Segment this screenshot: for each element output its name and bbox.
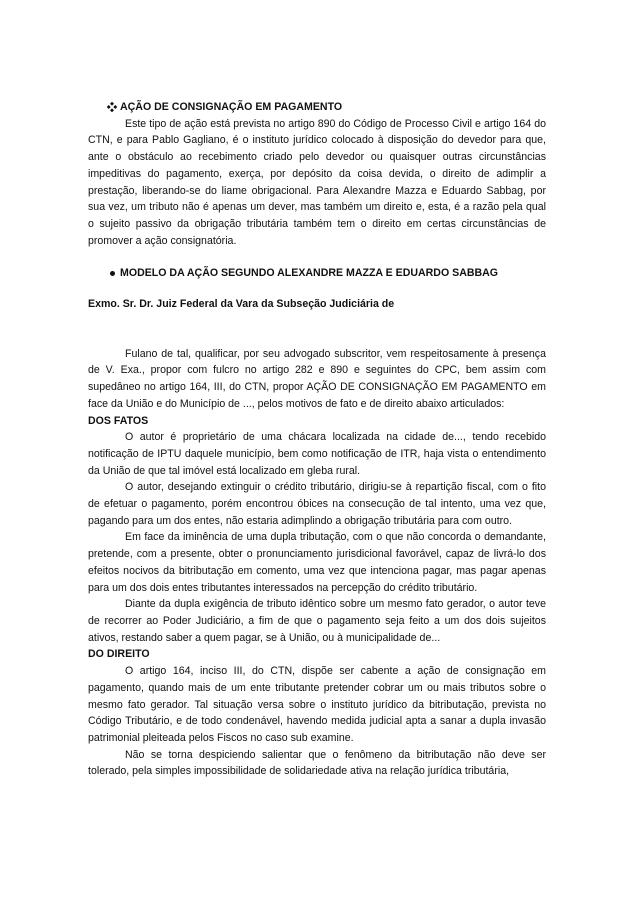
law-heading: DO DIREITO — [88, 648, 150, 661]
section-heading-consignacao — [88, 99, 546, 116]
intro-paragraph: Fulano de tal, qualificar, por seu advogado subscritor, vem respeitosamente à presença de V. Exa., propor com fulcro no artigo 282 e 890 e seguintes do CPC, bem assim com supedâneo no artigo 164, III, do CTN, propor AÇÃO DE CONSIGNAÇÃO EM PAGAMENTO em face da União e do Município de ..., pelos motivos de fato e de direito abaixo articulados: — [88, 347, 546, 410]
round-bullet-icon — [110, 271, 115, 276]
facts-paragraph: Diante da dupla exigência de tributo idêntico sobre um mesmo fato gerador, o autor teve de recorrer ao Poder Judiciário, a fim de que o pagamento seja feito a um dos dois sujeitos ativos, restando saber a quem pagar, se à União, ou à municipalidade de... — [88, 598, 546, 644]
facts-heading: DOS FATOS — [88, 414, 149, 427]
law-paragraph: Não se torna despiciendo salientar que o fenômeno da bitributação não deve ser tolerado, pela simples impossibilidade de solidariedade ativa na relação jurídica tributária, — [88, 748, 546, 778]
document-page — [88, 99, 546, 780]
paragraph-definition: Este tipo de ação está prevista no artigo 890 do Código de Processo Civil e artigo 164 do CTN, e para Pablo Gagliano, é o instituto jurídico colocado à disposição do devedor para que, ante o obstáculo ao recebimento criado pelo devedor ou quaisquer outras circunstâncias impeditivas do pagamento, exerça, por depósito da coisa devida, o direito de adimplir a prestação, liberando-se do liame obrigacional. Para Alexandre Mazza e Eduardo Sabbag, por sua vez, um tributo não é apenas um dever, mas também um direito e, esta, é a razão pela qual o sujeito passivo da obrigação tributária também tem o direito em certas circunstâncias de promover a ação consignatória. — [88, 117, 546, 247]
diamond-bullet-icon — [107, 102, 117, 112]
facts-paragraph: O autor, desejando extinguir o crédito tributário, dirigiu-se à repartição fiscal, com o fito de efetuar o pagamento, porém encontrou óbices na consecução de tal intento, uma vez que, pagando para um dos entes, não estaria adimplindo a obrigação tributária para com outro. — [88, 481, 546, 527]
section-heading-text: AÇÃO DE CONSIGNAÇÃO EM PAGAMENTO — [120, 101, 343, 113]
facts-paragraph: O autor é proprietário de uma chácara localizada na cidade de..., tendo recebido notificação de IPTU daquele município, bem como notificação de ITR, haja vista o entendimento da União de que tal imóvel está localizado em gleba rural. — [88, 431, 546, 477]
facts-paragraph: Em face da iminência de uma dupla tributação, com o que não concorda o demandante, pretende, com a presente, obter o pronunciamento jurisdicional favorável, capaz de livrá-lo dos efeitos nocivos da bitributação em comento, uma vez que intenciona pagar, mas pagar apenas para um dos dois entes tributantes interessados na percepção do crédito tributário. — [88, 531, 546, 594]
section-heading-text: MODELO DA AÇÃO SEGUNDO ALEXANDRE MAZZA E EDUARDO SABBAG — [120, 267, 499, 280]
section-heading-modelo — [88, 265, 546, 282]
law-paragraph: O artigo 164, inciso III, do CTN, dispõe ser cabente a ação de consignação em pagamento, quando mais de um ente tributante pretender cobrar um ou mais tributos sobre o mesmo fato gerador. Tal situação versa sobre o instituto jurídico da bitributação, prevista no Código Tributário, e de todo condenável, havendo medida judicial apta a sanar a dupla invasão patrimonial pleiteada pelos Fiscos no caso sub examine. — [88, 665, 546, 744]
address-line: Exmo. Sr. Dr. Juiz Federal da Vara da Subseção Judiciária de — [88, 298, 395, 311]
